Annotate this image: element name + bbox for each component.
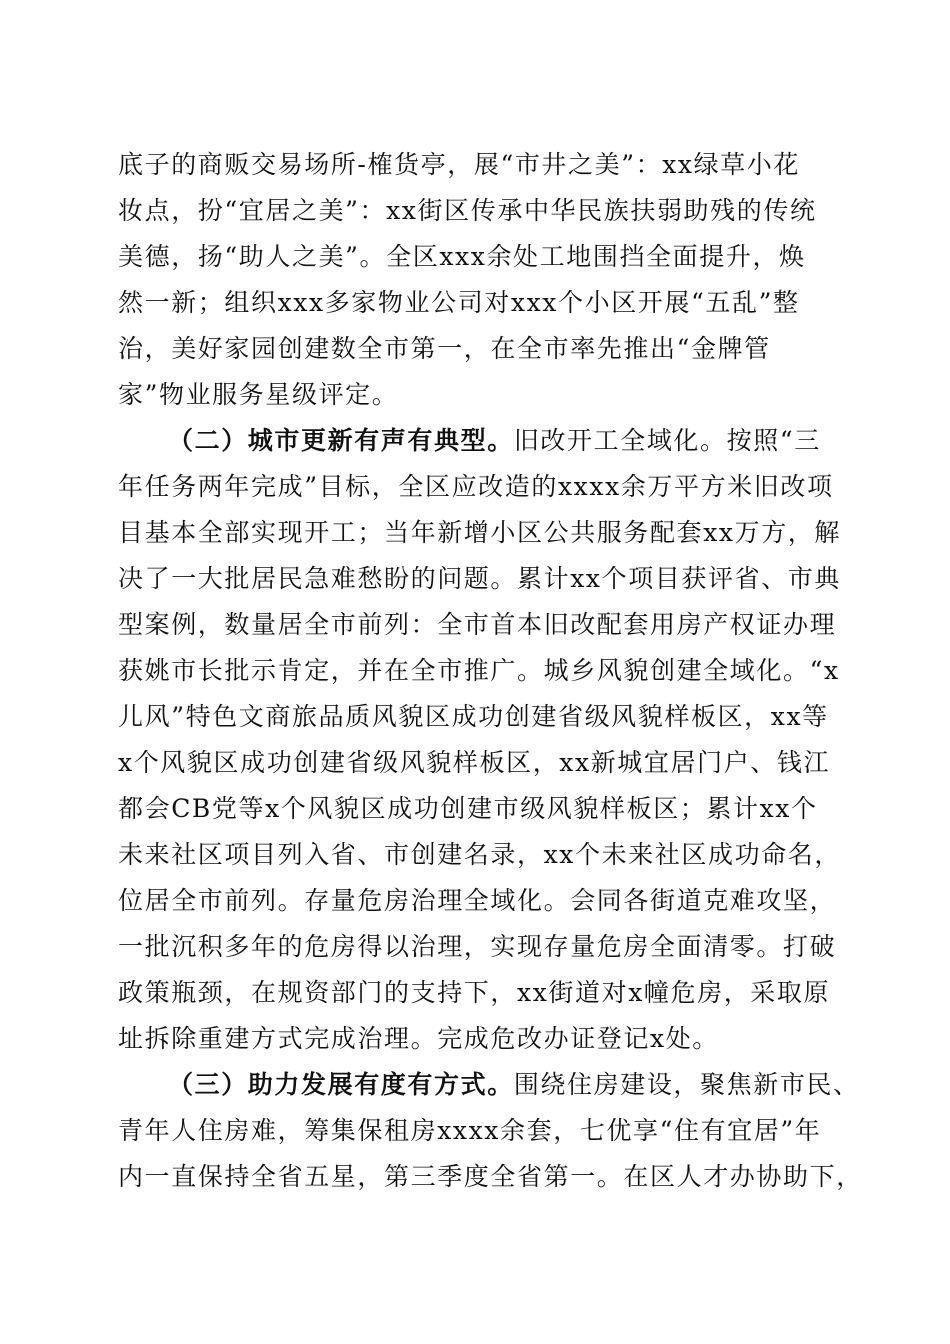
section-2-first-line — [168, 426, 834, 456]
paragraph-line: 政策瓶颈，在规资部门的支持下，xx街道对x幢危房，采取原 — [118, 978, 831, 1007]
paragraph-line: 获姚市长批示肯定，并在全市推广。城乡风貌创建全域化。“x — [118, 656, 840, 685]
paragraph-line: 然一新；组织xxx多家物业公司对xxx个小区开展“五乱”整 — [118, 288, 800, 317]
paragraph-line: 美德，扬“助人之美”。全区xxx余处工地围挡全面提升，焕 — [118, 242, 806, 271]
paragraph-line: 青年人住房难，筹集保租房xxxx余套，七优享“住有宜居”年 — [118, 1116, 822, 1145]
paragraph-line: 址拆除重建方式完成治理。完成危改办证登记x处。 — [118, 1024, 719, 1053]
paragraph-line: 一批沉积多年的危房得以治理，实现存量危房全面清零。打破 — [118, 932, 837, 961]
paragraph-line: 决了一大批居民急难愁盼的问题。累计xx个项目获评省、市典 — [118, 564, 842, 593]
paragraph-line: 目基本全部实现开工；当年新增小区公共服务配套xx万方，解 — [118, 518, 842, 547]
paragraph-line: 儿风”特色文商旅品质风貌区成功创建省级风貌样板区，xx等 — [118, 702, 829, 731]
paragraph-line: 未来社区项目列入省、市创建名录，xx个未来社区成功命名， — [118, 840, 842, 869]
section-2-heading: （二）城市更新有声有典型。 — [168, 426, 514, 455]
paragraph-line: 治，美好家园创建数全市第一，在全市率先推出“金牌管 — [118, 334, 771, 363]
paragraph-line: 底子的商贩交易场所-榷货亭，展“市井之美”：xx绿草小花 — [118, 150, 801, 179]
section-3-lead: 围绕住房建设，聚焦新市民、 — [513, 1070, 860, 1099]
paragraph-line: 内一直保持全省五星，第三季度全省第一。在区人才办协助下， — [118, 1162, 863, 1191]
paragraph-line: x个风貌区成功创建省级风貌样板区，xx新城宜居门户、钱江 — [118, 748, 831, 777]
paragraph-line: 家”物业服务星级评定。 — [118, 380, 399, 409]
paragraph-line: 型案例，数量居全市前列：全市首本旧改配套用房产权证办理 — [118, 610, 837, 639]
section-2-lead: 旧改开工全域化。按照“三 — [513, 426, 821, 455]
paragraph-line: 位居全市前列。存量危房治理全域化。会同各街道克难攻坚， — [118, 886, 837, 915]
section-3-heading: （三）助力发展有度有方式。 — [168, 1070, 514, 1099]
section-3-first-line — [168, 1070, 860, 1100]
paragraph-line: 都会CB党等x个风貌区成功创建市级风貌样板区；累计xx个 — [118, 794, 818, 823]
paragraph-line: 妆点，扮“宜居之美”：xx街区传承中华民族扶弱助残的传统 — [118, 196, 817, 225]
paragraph-line: 年任务两年完成”目标，全区应改造的xxxx余万平方米旧改项 — [118, 472, 834, 501]
